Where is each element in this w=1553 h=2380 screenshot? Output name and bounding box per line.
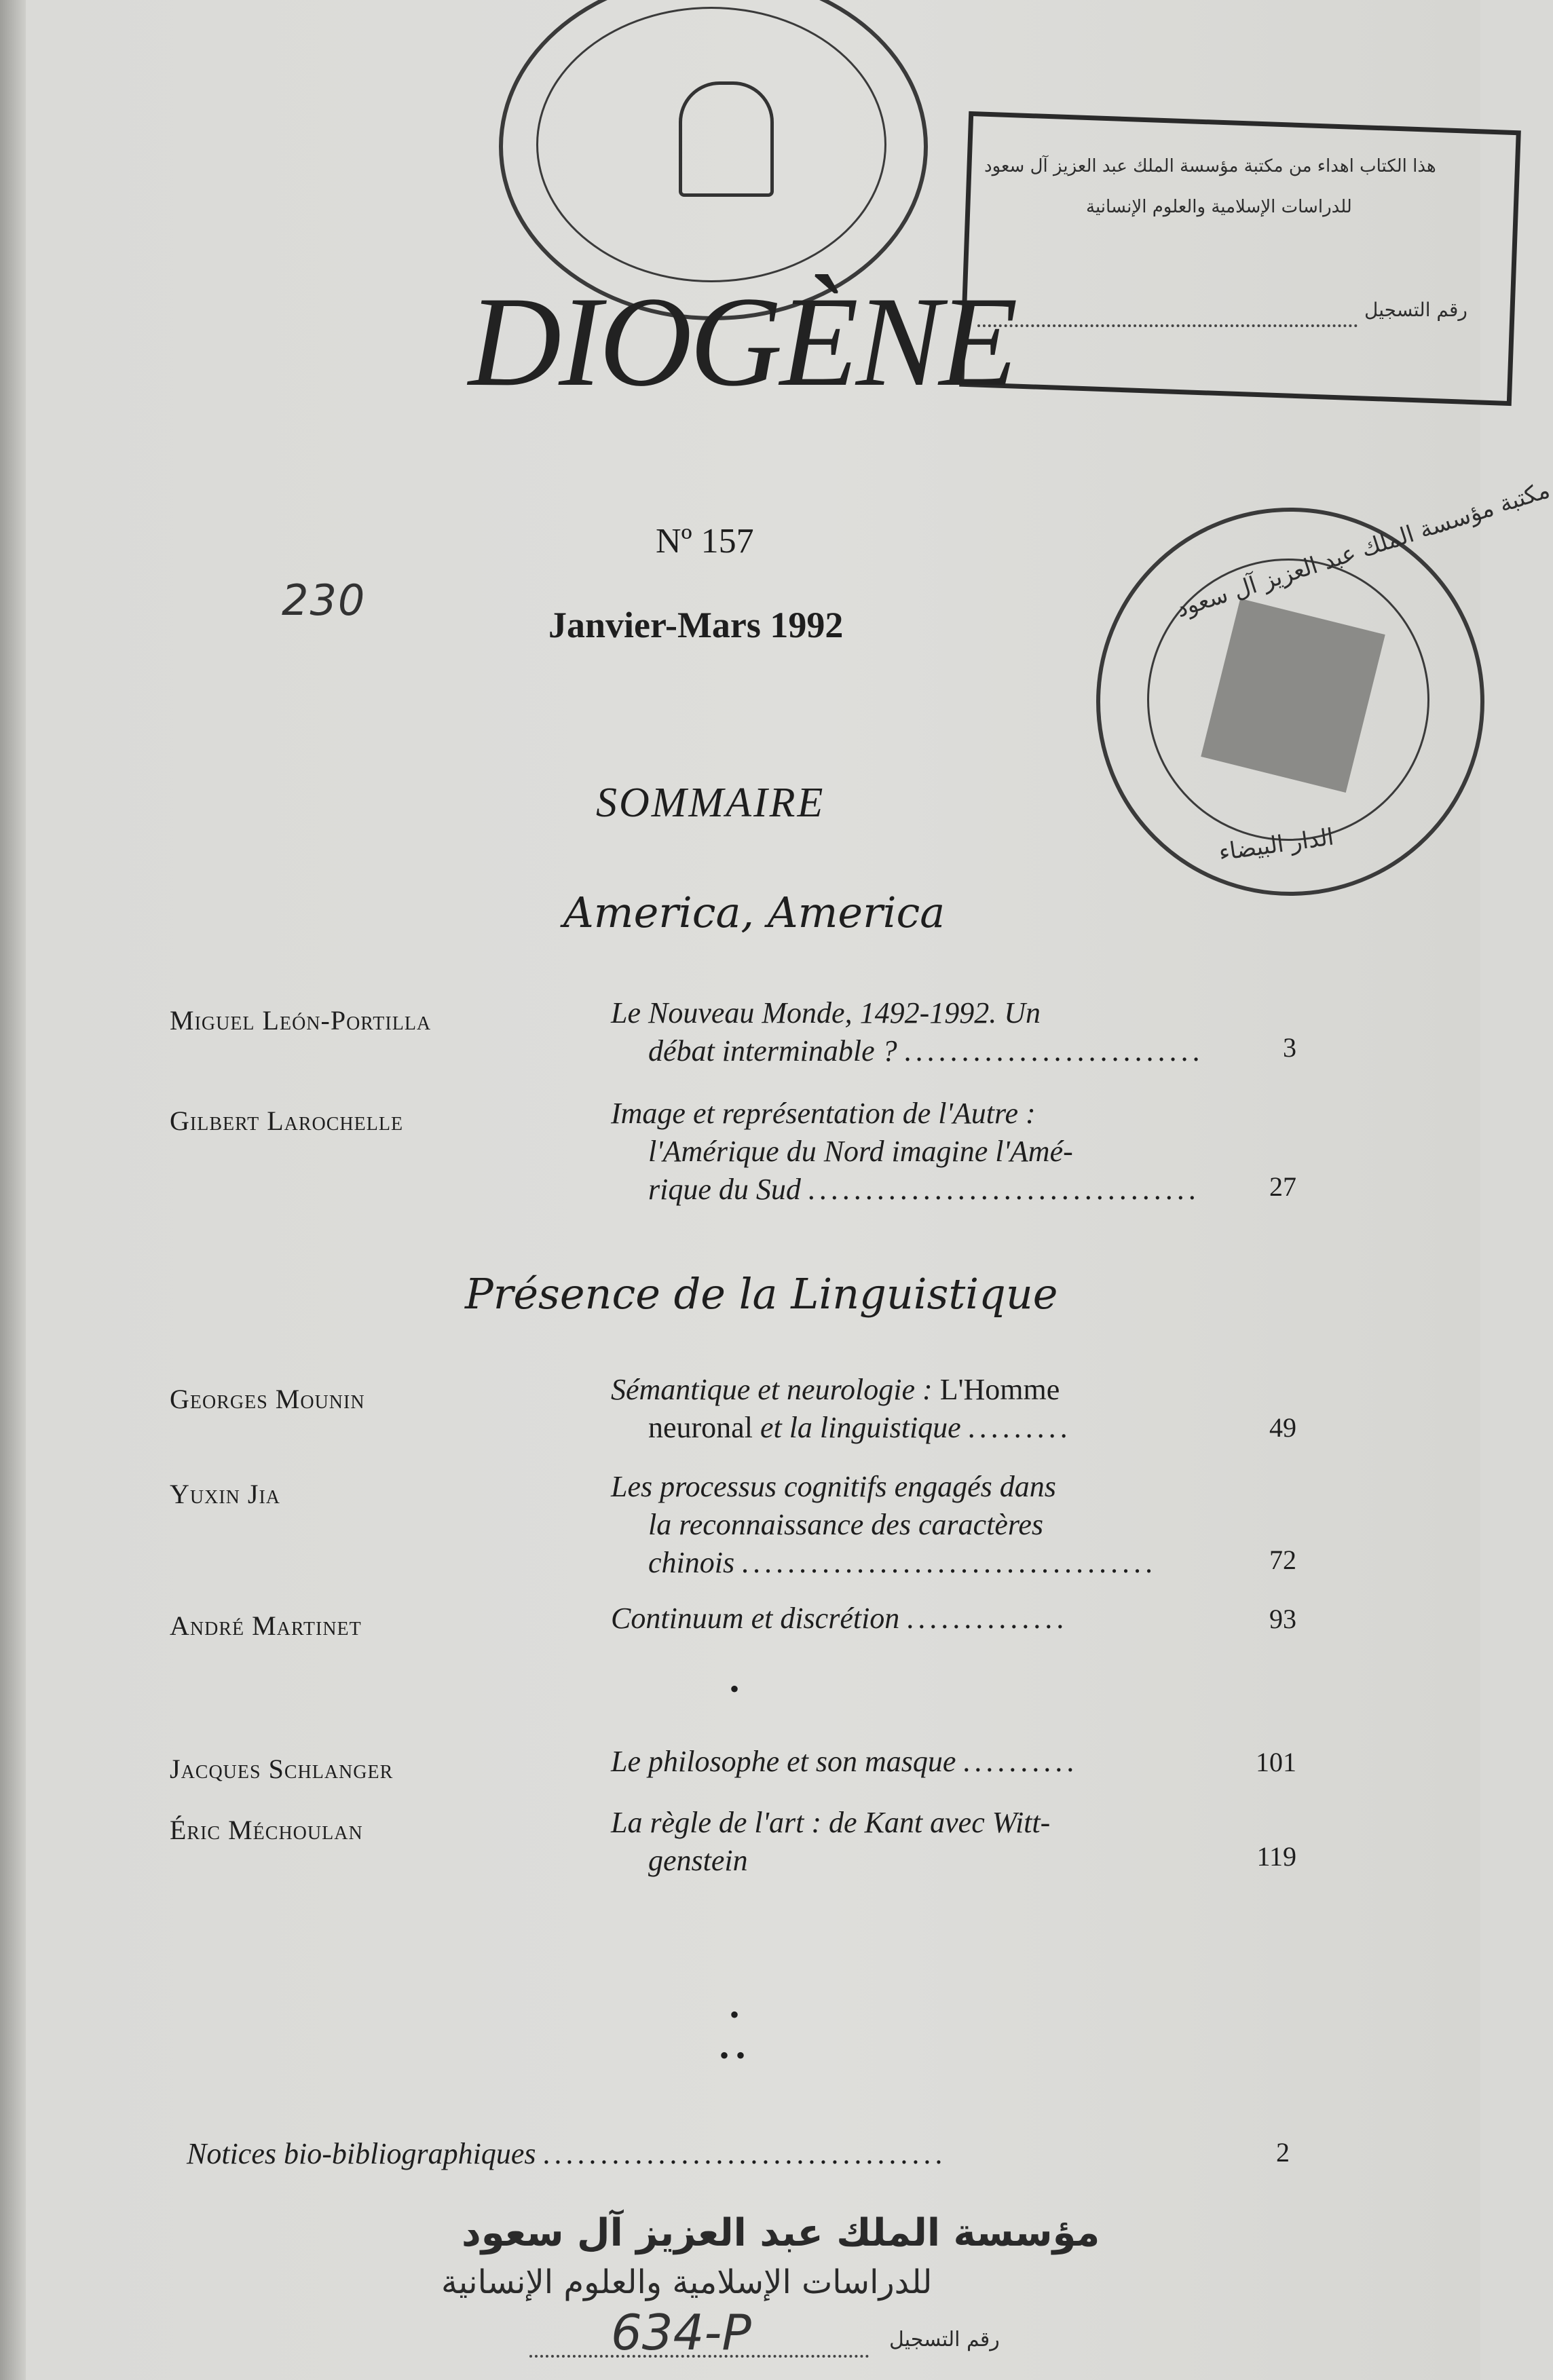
bottom-stamp-reg-number: 634-P: [611, 2304, 751, 2361]
section-title-linguistique: Présence de la Linguistique: [465, 1269, 1058, 1319]
toc-author: Miguel León-Portilla: [170, 1005, 432, 1036]
bottom-stamp-dotted-line: [529, 2355, 869, 2358]
issue-date: Janvier-Mars 1992: [548, 605, 844, 645]
toc-author: Georges Mounin: [170, 1384, 365, 1414]
toc-page-number: 27: [1269, 1171, 1296, 1202]
sommaire-heading: SOMMAIRE: [596, 780, 825, 826]
toc-title-line: Les processus cognitifs engagés dans: [611, 1470, 1056, 1503]
stamp-emblem: [679, 81, 774, 197]
bottom-stamp-reg-label: رقم التسجيل: [889, 2328, 1000, 2351]
issue-number: Nº 157: [656, 522, 754, 561]
section-title-america: America, America: [563, 888, 946, 937]
separator-bullet: •: [730, 1999, 740, 2030]
toc-page-number: 72: [1269, 1545, 1296, 1575]
rect-stamp-dotted-line: [977, 324, 1358, 327]
notices-entry: [187, 2136, 948, 2171]
toc-title-line: débat interminable ?: [648, 1034, 897, 1068]
toc-entry-title: [611, 994, 1222, 1070]
toc-title-line: Image et représentation de l'Autre :: [611, 1097, 1036, 1130]
toc-author: Yuxin Jia: [170, 1479, 280, 1509]
toc-title-line: Continuum et discrétion: [611, 1602, 900, 1635]
toc-page-number: 3: [1283, 1032, 1296, 1063]
leader-dots: .........: [968, 1411, 1072, 1444]
notices-label: Notices bio-bibliographiques: [187, 2137, 536, 2170]
toc-title-line: La règle de l'art : de Kant avec Witt-: [611, 1806, 1051, 1839]
leader-dots: ....................................: [742, 1546, 1158, 1579]
leader-dots: ..........: [963, 1745, 1079, 1778]
leader-dots: ..............: [907, 1602, 1069, 1635]
toc-page-number: 49: [1269, 1412, 1296, 1443]
toc-title-line: Le philosophe et son masque: [611, 1745, 956, 1778]
toc-title-line: rique du Sud: [648, 1173, 801, 1206]
toc-entry-title: [611, 1468, 1222, 1582]
toc-author: Éric Méchoulan: [170, 1815, 363, 1845]
toc-page-number: 119: [1256, 1841, 1296, 1872]
journal-title: DIOGÈNE: [468, 271, 1015, 413]
toc-title-line: l'Amérique du Nord imagine l'Amé-: [648, 1135, 1073, 1168]
toc-title-line: la reconnaissance des caractères: [648, 1508, 1044, 1541]
toc-page-number: 101: [1256, 1747, 1296, 1777]
bottom-stamp-line2: للدراسات الإسلامية والعلوم الإنسانية: [441, 2263, 933, 2301]
toc-entry-title: [611, 1371, 1222, 1447]
leader-dots: ..................................: [808, 1173, 1201, 1206]
toc-title-line: et la linguistique: [752, 1411, 961, 1444]
toc-entry-title: [611, 1600, 1222, 1638]
rect-stamp-line1: هذا الكتاب اهداء من مكتبة مؤسسة الملك عبد العزيز آل سعود: [984, 156, 1436, 176]
right-stamp-arc-text: مكتبة مؤسسة الملك عبد العزيز آل سعود: [1172, 476, 1553, 624]
toc-title-line: Sémantique et neurologie :: [611, 1373, 933, 1406]
toc-author: Jacques Schlanger: [170, 1754, 394, 1784]
toc-title-line: Le Nouveau Monde, 1492-1992. Un: [611, 996, 1041, 1030]
leader-dots: ..........................: [904, 1034, 1205, 1068]
right-stamp-bottom-text: الدار البيضاء: [1217, 823, 1336, 867]
toc-title-line: L'Homme: [932, 1373, 1060, 1406]
handwritten-number: 230: [282, 575, 367, 625]
toc-author: Gilbert Larochelle: [170, 1106, 404, 1136]
toc-author: André Martinet: [170, 1610, 362, 1641]
rect-stamp-line2: للدراسات الإسلامية والعلوم الإنسانية: [1086, 197, 1352, 217]
toc-page-number: 93: [1269, 1604, 1296, 1634]
bottom-stamp-line1: مؤسسة الملك عبد العزيز آل سعود: [462, 2211, 1100, 2255]
page-edge-shadow: [0, 0, 26, 2380]
toc-title-line: genstein: [648, 1844, 748, 1877]
toc-entry-title: [611, 1804, 1222, 1880]
notices-page-number: 2: [1276, 2137, 1290, 2168]
toc-title-line: chinois: [648, 1546, 735, 1579]
leader-dots: ...................................: [543, 2137, 948, 2170]
separator-bullet: • •: [719, 2040, 746, 2071]
separator-bullet: •: [730, 1674, 740, 1704]
toc-title-line: neuronal: [648, 1411, 753, 1444]
toc-entry-title: [611, 1743, 1222, 1781]
rect-stamp-line3: رقم التسجيل: [1364, 299, 1467, 321]
toc-entry-title: [611, 1095, 1222, 1209]
